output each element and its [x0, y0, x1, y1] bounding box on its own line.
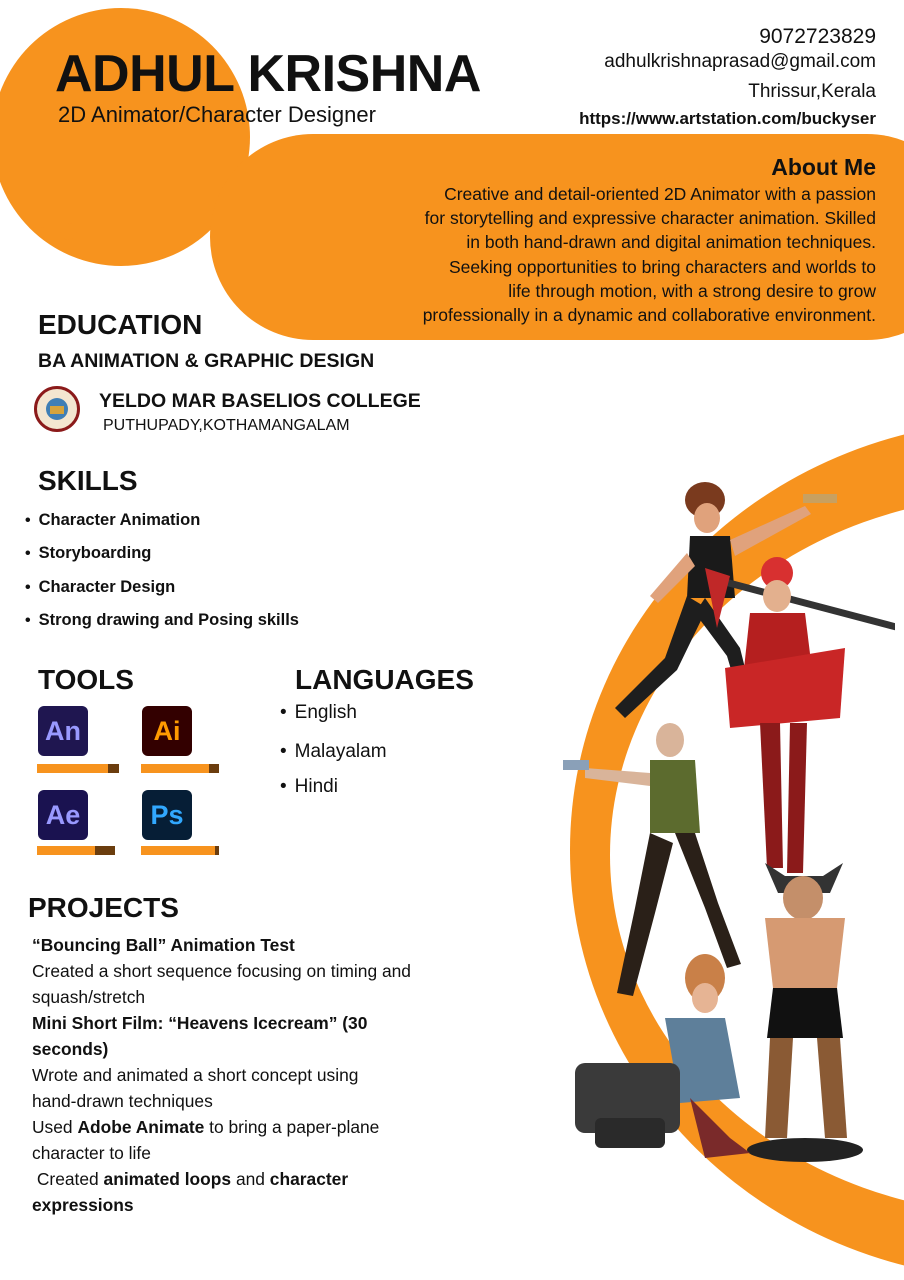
- project-description: Wrote and animated a short concept using hand-drawn techniques: [32, 1065, 359, 1111]
- location: Thrissur,Kerala: [748, 81, 876, 102]
- skills-heading: SKILLS: [38, 465, 138, 496]
- text-span: Used: [32, 1117, 78, 1137]
- education-heading: EDUCATION: [38, 309, 203, 340]
- decorative-dot: [60, 223, 77, 240]
- tool-label: Ai: [153, 715, 181, 746]
- project-title: “Bouncing Ball” Animation Test: [32, 935, 295, 955]
- text-span: to bring a paper-plane character to life: [32, 1117, 380, 1163]
- tools-heading: TOOLS: [38, 664, 134, 695]
- project-title: Mini Short Film: “Heavens Icecream” (30 seconds): [32, 1013, 368, 1059]
- tool-proficiency-bar: [37, 764, 119, 773]
- character-illustration: [555, 478, 895, 1178]
- skill-item: • Character Animation: [25, 512, 200, 529]
- tool-label: Ps: [150, 799, 184, 830]
- phone-number: 9072723829: [759, 25, 876, 48]
- project-description: [32, 1166, 392, 1218]
- tool-proficiency-bar: [37, 846, 115, 855]
- bar-end: [95, 846, 115, 855]
- project-description: [32, 1114, 412, 1166]
- character-cyborg-gunner: [563, 723, 741, 996]
- email-address[interactable]: adhulkrishnaprasad@gmail.com: [604, 51, 876, 72]
- college-name: YELDO MAR BASELIOS COLLEGE: [99, 390, 421, 412]
- about-line: for storytelling and expressive character animation. Skilled: [424, 208, 876, 229]
- language-item: • Malayalam: [280, 742, 387, 761]
- about-line: in both hand-drawn and digital animation techniques.: [466, 232, 876, 253]
- language-item: • Hindi: [280, 777, 338, 796]
- adobe-illustrator-icon: [142, 706, 192, 756]
- skill-item: • Strong drawing and Posing skills: [25, 612, 299, 629]
- about-line: Seeking opportunities to bring characters and worlds to: [448, 256, 876, 277]
- adobe-animate-icon: [38, 706, 88, 756]
- tool-label: Ae: [45, 799, 81, 830]
- college-place: PUTHUPADY,KOTHAMANGALAM: [103, 417, 350, 434]
- character-horned-brute: [747, 863, 863, 1162]
- text-span: Created: [32, 1169, 104, 1189]
- about-heading: About Me: [771, 154, 876, 180]
- character-red-scythe: [705, 557, 895, 873]
- about-line: professionally in a dynamic and collaborative environment.: [422, 305, 876, 326]
- decorative-dot: [25, 200, 53, 228]
- candidate-role: 2D Animator/Character Designer: [58, 102, 376, 127]
- degree-title: BA ANIMATION & GRAPHIC DESIGN: [38, 350, 375, 372]
- about-line: life through motion, with a strong desire to grow: [508, 280, 876, 301]
- tool-proficiency-bar: [141, 764, 219, 773]
- text-span: character expressions: [32, 1169, 353, 1215]
- candidate-name: ADHUL KRISHNA: [55, 45, 481, 103]
- project-description: Created a short sequence focusing on timing and squash/stretch: [32, 961, 411, 1007]
- tool-proficiency-bar: [141, 846, 219, 855]
- text-span: Adobe Animate: [77, 1117, 205, 1137]
- languages-heading: LANGUAGES: [295, 664, 474, 695]
- language-item: • English: [280, 703, 357, 722]
- character-hammer-woman: [575, 954, 750, 1158]
- adobe-after-effects-icon: [38, 790, 88, 840]
- college-logo-icon: [34, 386, 80, 432]
- projects-list: [32, 932, 462, 1218]
- skill-item: • Storyboarding: [25, 545, 151, 562]
- bar-end: [108, 764, 119, 773]
- adobe-photoshop-icon: [142, 790, 192, 840]
- about-text: [356, 182, 876, 327]
- skill-item: • Character Design: [25, 579, 175, 596]
- text-span: and: [231, 1169, 270, 1189]
- bar-end: [209, 764, 219, 773]
- tool-label: An: [45, 715, 81, 746]
- portfolio-link[interactable]: https://www.artstation.com/buckyser: [579, 109, 876, 128]
- about-line: Creative and detail-oriented 2D Animator with a passion: [444, 184, 876, 204]
- bar-end: [215, 846, 219, 855]
- projects-heading: PROJECTS: [28, 892, 179, 923]
- text-span: animated loops: [103, 1169, 232, 1189]
